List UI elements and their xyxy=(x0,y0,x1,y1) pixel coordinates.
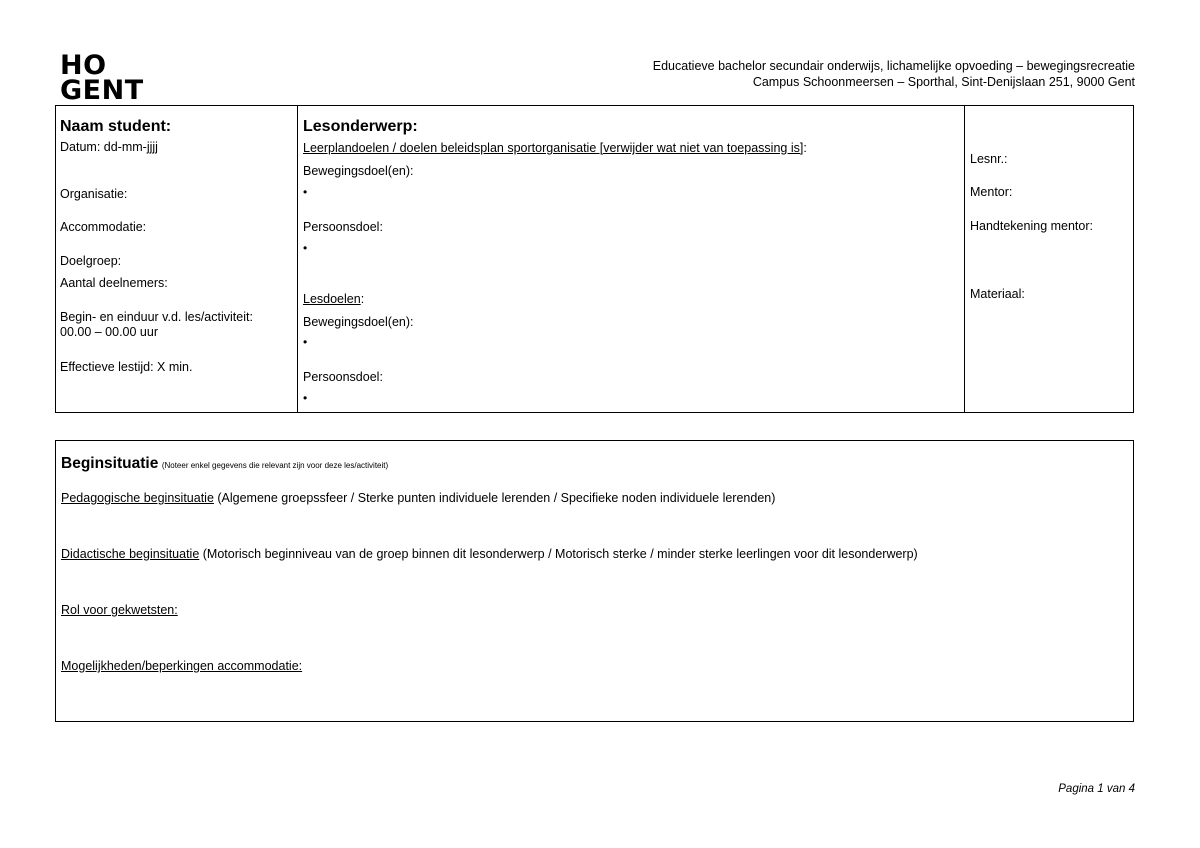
pedagogische-link: Pedagogische beginsituatie xyxy=(61,491,214,505)
materiaal-field: Materiaal: xyxy=(970,287,1025,301)
mogelijkheden-accommodatie: Mogelijkheden/beperkingen accommodatie: xyxy=(61,659,303,673)
pedagogische-beginsituatie xyxy=(61,491,775,506)
bullet-4: • xyxy=(303,391,308,405)
aantal-deelnemers-field: Aantal deelnemers: xyxy=(60,276,168,290)
begin-einduur-label: Begin- en einduur v.d. les/activiteit: xyxy=(60,310,253,324)
bewegingsdoel-label-1: Bewegingsdoel(en): xyxy=(303,164,414,178)
persoonsdoel-label-1: Persoonsdoel: xyxy=(303,220,383,234)
bullet-3: • xyxy=(303,335,308,349)
datum-field: Datum: dd-mm-jjjj xyxy=(60,140,158,154)
didactische-beginsituatie xyxy=(61,547,918,562)
beginsituatie-title: Beginsituatie xyxy=(61,455,159,472)
campus-address: Campus Schoonmeersen – Sporthal, Sint-Denijslaan 251, 9000 Gent xyxy=(752,75,1135,89)
student-info-column xyxy=(56,106,298,412)
pedagogische-description: (Algemene groepssfeer / Sterke punten individuele lerenden / Specifieke noden individuele lerenden) xyxy=(213,491,776,505)
bullet-1: • xyxy=(303,185,308,199)
naam-student-label: Naam student: xyxy=(60,118,172,135)
leerplandoelen-heading xyxy=(303,141,807,156)
lesdoelen-link: Lesdoelen xyxy=(303,292,361,306)
lesson-info-table xyxy=(55,105,1134,413)
beginsituatie-note: (Noteer enkel gegevens die relevant zijn voor deze les/activiteit) xyxy=(161,461,389,470)
logo-line-ho: HO xyxy=(60,50,107,81)
beginsituatie-heading xyxy=(61,456,388,473)
mentor-field: Mentor: xyxy=(970,185,1013,199)
handtekening-mentor-field: Handtekening mentor: xyxy=(970,219,1093,233)
beginsituatie-section xyxy=(55,440,1134,722)
document-header xyxy=(653,58,1135,90)
leerplandoelen-link: Leerplandoelen / doelen beleidsplan sportorganisatie [verwijder wat niet van toepassing is] xyxy=(303,141,804,155)
persoonsdoel-label-2: Persoonsdoel: xyxy=(303,370,383,384)
logo-line-gent: GENT xyxy=(60,75,144,106)
lesonderwerp-label: Lesonderwerp: xyxy=(303,118,418,135)
leerplandoelen-colon: : xyxy=(803,141,807,155)
page-number: Pagina 1 van 4 xyxy=(1058,783,1135,795)
lesdoelen-colon: : xyxy=(360,292,365,306)
hogent-logo xyxy=(60,50,144,106)
lesnr-field: Lesnr.: xyxy=(970,152,1008,166)
doelgroep-field: Doelgroep: xyxy=(60,254,122,268)
program-title: Educatieve bachelor secundair onderwijs, lichamelijke opvoeding – bewegingsrecreatie xyxy=(652,59,1135,73)
bewegingsdoel-label-2: Bewegingsdoel(en): xyxy=(303,315,414,329)
mentor-column xyxy=(965,106,1133,412)
didactische-link: Didactische beginsituatie xyxy=(61,547,200,561)
bullet-2: • xyxy=(303,241,308,255)
lesdoelen-heading xyxy=(303,292,364,307)
didactische-description: (Motorisch beginniveau van de groep binnen dit lesonderwerp / Motorisch sterke / minder sterke leerlingen voor dit lesonderwerp) xyxy=(199,547,918,561)
organisatie-field: Organisatie: xyxy=(60,187,128,201)
rol-voor-gekwetsten: Rol voor gekwetsten: xyxy=(61,603,178,617)
effectieve-lestijd-field: Effectieve lestijd: X min. xyxy=(60,360,193,374)
begin-einduur-value: 00.00 – 00.00 uur xyxy=(60,325,158,339)
lesson-goals-column xyxy=(298,106,965,412)
accommodatie-field: Accommodatie: xyxy=(60,220,147,234)
